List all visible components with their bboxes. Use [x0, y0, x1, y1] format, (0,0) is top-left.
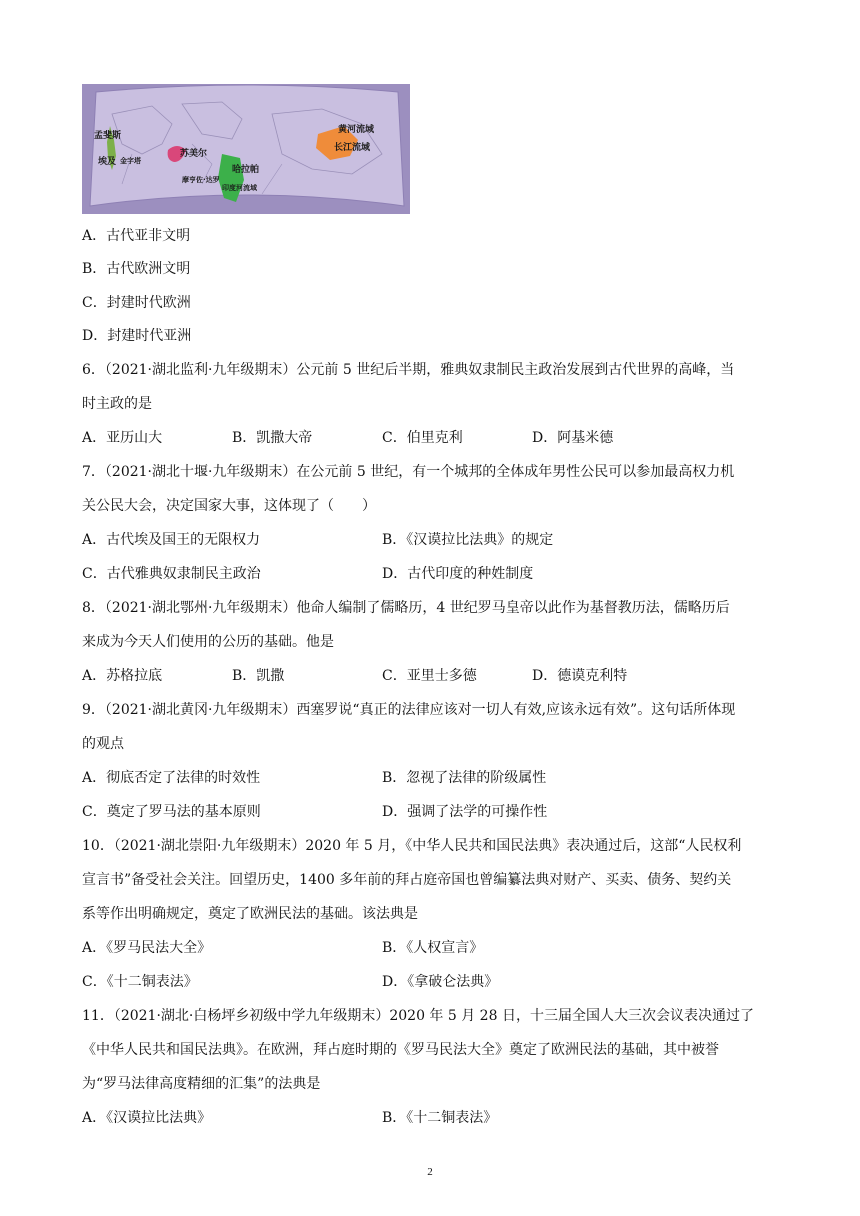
- svg-text:黄河流域: 黄河流域: [338, 125, 375, 135]
- q10-stem: 10．（2021·湖北崇阳·九年级期末）2020 年 5 月，《中华人民共和国民法典》表决通过后，这部“人民权利: [82, 838, 742, 854]
- q7-stem-cont: 关公民大会，决定国家大事，这体现了（ ）: [82, 498, 376, 514]
- q11-option-a: A．《汉谟拉比法典》: [82, 1110, 212, 1126]
- q10-option-b: B．《人权宣言》: [382, 940, 484, 956]
- q6-option-a: A．亚历山大: [82, 430, 163, 446]
- q6-stem-cont: 时主政的是: [82, 396, 152, 412]
- q8-stem-cont: 来成为今天人们使用的公历的基础。他是: [82, 634, 334, 650]
- q7-option-a: A．古代埃及国王的无限权力: [82, 532, 261, 548]
- q5-option-a: A．古代亚非文明: [82, 228, 191, 244]
- q6-option-c: C．伯里克利: [382, 430, 463, 446]
- q10-option-a: A．《罗马民法大全》: [82, 940, 212, 956]
- q6-stem: 6．（2021·湖北监利·九年级期末）公元前 5 世纪后半期，雅典奴隶制民主政治发展到古代世界的高峰，当: [82, 362, 735, 378]
- svg-text:苏美尔: 苏美尔: [180, 149, 208, 159]
- q11-stem: 11．（2021·湖北·白杨坪乡初级中学九年级期末）2020 年 5 月 28 日，十三届全国人大三次会议表决通过了: [82, 1008, 754, 1024]
- q6-option-b: B．凯撒大帝: [232, 430, 313, 446]
- q9-option-c: C．奠定了罗马法的基本原则: [82, 804, 261, 820]
- q10-stem-cont: 宣言书”备受社会关注。回望历史，1400 多年前的拜占庭帝国也曾编纂法典对财产、买卖、债务、契约关: [82, 872, 732, 888]
- q10-option-c: C．《十二铜表法》: [82, 974, 198, 990]
- q5-option-d: D．封建时代亚洲: [82, 328, 192, 344]
- q5-option-c: C．封建时代欧洲: [82, 295, 191, 311]
- svg-text:摩亨佐·达罗: 摩亨佐·达罗: [182, 176, 220, 184]
- q7-stem: 7．（2021·湖北十堰·九年级期末）在公元前 5 世纪，有一个城邦的全体成年男性公民可以参加最高权力机: [82, 464, 735, 480]
- q10-stem-cont-2: 系等作出明确规定，奠定了欧洲民法的基础。该法典是: [82, 906, 418, 922]
- q9-option-d: D．强调了法学的可操作性: [382, 804, 548, 820]
- q8-option-b: B．凯撒: [232, 668, 285, 684]
- q7-option-d: D．古代印度的种姓制度: [382, 566, 534, 582]
- q11-stem-cont: 《中华人民共和国民法典》。在欧洲，拜占庭时期的《罗马民法大全》奠定了欧洲民法的基础，其中被誉: [82, 1042, 719, 1058]
- svg-text:孟斐斯: 孟斐斯: [94, 131, 122, 141]
- ancient-civilizations-map: [82, 84, 410, 214]
- svg-text:埃及: 埃及: [98, 157, 117, 167]
- svg-text:印度河流域: 印度河流域: [222, 184, 257, 192]
- q9-stem: 9．（2021·湖北黄冈·九年级期末）西塞罗说“真正的法律应该对一切人有效,应该永远有效”。这句话所体现: [82, 702, 736, 718]
- q9-option-a: A．彻底否定了法律的时效性: [82, 770, 261, 786]
- q7-option-b: B．《汉谟拉比法典》的规定: [382, 532, 554, 548]
- page-number: 2: [427, 1166, 433, 1178]
- svg-text:长江流域: 长江流域: [334, 143, 371, 153]
- svg-text:金字塔: 金字塔: [120, 157, 141, 165]
- q8-option-a: A．苏格拉底: [82, 668, 163, 684]
- q9-stem-cont: 的观点: [82, 736, 124, 752]
- q7-option-c: C．古代雅典奴隶制民主政治: [82, 566, 261, 582]
- q9-option-b: B．忽视了法律的阶级属性: [382, 770, 547, 786]
- q6-option-d: D．阿基米德: [532, 430, 614, 446]
- q8-option-d: D．德谟克利特: [532, 668, 628, 684]
- q5-option-b: B．古代欧洲文明: [82, 261, 191, 277]
- q8-option-c: C．亚里士多德: [382, 668, 477, 684]
- q10-option-d: D．《拿破仑法典》: [382, 974, 499, 990]
- q8-stem: 8．（2021·湖北鄂州·九年级期末）他命人编制了儒略历，4 世纪罗马皇帝以此作为基督教历法，儒略历后: [82, 600, 730, 616]
- svg-text:哈拉帕: 哈拉帕: [232, 165, 260, 175]
- q11-stem-cont-2: 为“罗马法律高度精细的汇集”的法典是: [82, 1076, 321, 1092]
- q11-option-b: B．《十二铜表法》: [382, 1110, 498, 1126]
